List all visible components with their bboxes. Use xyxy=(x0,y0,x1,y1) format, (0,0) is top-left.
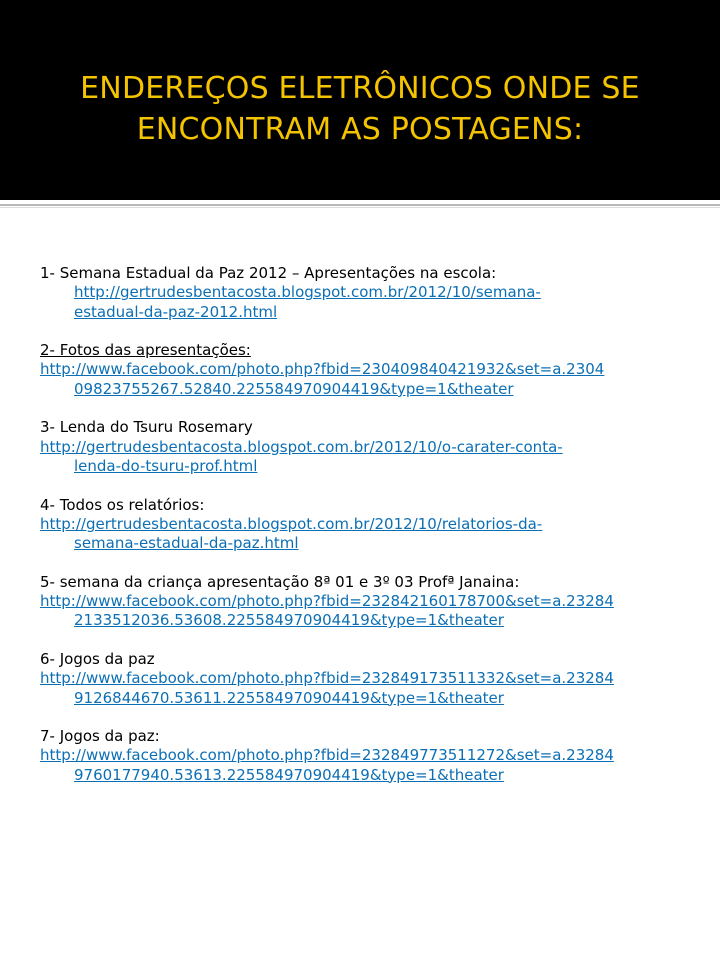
list-item xyxy=(40,496,700,554)
entry-label: 1- Semana Estadual da Paz 2012 – Apresentações na escola: xyxy=(40,264,497,282)
entry-link-line-1[interactable]: http://gertrudesbentacosta.blogspot.com.br/2012/10/relatorios-da- xyxy=(40,514,543,533)
entry-link-line-2[interactable]: semana-estadual-da-paz.html xyxy=(74,534,299,553)
divider-line xyxy=(0,204,720,206)
page-title xyxy=(0,68,720,150)
entry-link-line-1[interactable]: http://gertrudesbentacosta.blogspot.com.br/2012/10/semana- xyxy=(74,283,541,302)
page-title-line-2: ENCONTRAM AS POSTAGENS: xyxy=(136,112,584,147)
title-band xyxy=(0,0,720,200)
list-item xyxy=(40,341,700,399)
entry-link-line-2[interactable]: 9126844670.53611.225584970904419&type=1&theater xyxy=(74,688,504,707)
entry-link-line-1[interactable]: http://www.facebook.com/photo.php?fbid=232849173511332&set=a.23284 xyxy=(40,669,614,688)
entry-label: 5- semana da criança apresentação 8ª 01 e 3º 03 Profª Janaina: xyxy=(40,572,520,591)
list-item xyxy=(40,418,700,476)
entry-label: 6- Jogos da paz xyxy=(40,649,155,668)
entry-link-line-2[interactable]: 09823755267.52840.225584970904419&type=1&theater xyxy=(74,379,514,398)
entry-label: 3- Lenda do Tsuru Rosemary xyxy=(40,418,253,437)
entry-label: 2- Fotos das apresentações: xyxy=(40,341,251,360)
entry-label: 7- Jogos da paz: xyxy=(40,727,160,746)
list-item xyxy=(40,727,700,785)
list-item xyxy=(40,573,700,631)
entry-link-line-1[interactable]: http://www.facebook.com/photo.php?fbid=232842160178700&set=a.23284 xyxy=(40,592,614,611)
page-title-line-1: ENDEREÇOS ELETRÔNICOS ONDE SE xyxy=(80,71,640,106)
entry-label: 4- Todos os relatórios: xyxy=(40,495,205,514)
links-list xyxy=(40,264,700,804)
list-item xyxy=(40,650,700,708)
entry-link-line-1[interactable]: http://gertrudesbentacosta.blogspot.com.br/2012/10/o-carater-conta- xyxy=(40,437,563,456)
divider-line-thin xyxy=(0,207,720,208)
list-item xyxy=(40,264,700,322)
entry-link-line-2[interactable]: 9760177940.53613.225584970904419&type=1&theater xyxy=(74,765,504,784)
entry-link-line-1[interactable]: http://www.facebook.com/photo.php?fbid=230409840421932&set=a.2304 xyxy=(40,360,605,379)
entry-link-line-2[interactable]: estadual-da-paz-2012.html xyxy=(74,302,278,321)
entry-link-line-2[interactable]: lenda-do-tsuru-prof.html xyxy=(74,456,258,475)
entry-link-line-2[interactable]: 2133512036.53608.225584970904419&type=1&theater xyxy=(74,611,504,630)
entry-link-line-1[interactable]: http://www.facebook.com/photo.php?fbid=232849773511272&set=a.23284 xyxy=(40,746,614,765)
